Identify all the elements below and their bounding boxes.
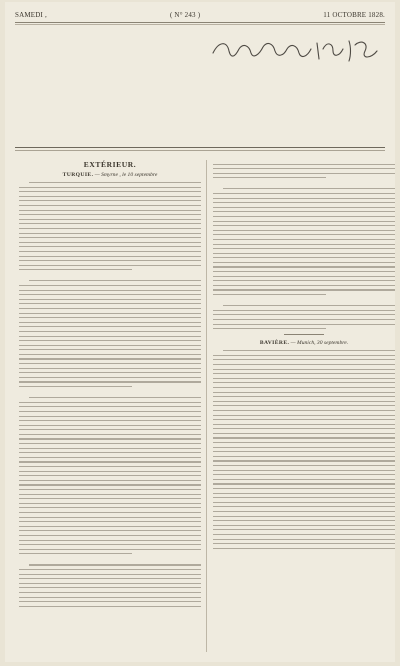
- article-continuation: [213, 164, 395, 330]
- article-body-baviere: [213, 350, 395, 549]
- right-column: [213, 160, 395, 552]
- left-column: [19, 160, 201, 610]
- issue-date: 11 OCTOBRE 1828.: [323, 11, 385, 19]
- column-divider: [206, 160, 207, 652]
- newspaper-page: [5, 2, 395, 662]
- section-rule-secondary: [15, 150, 385, 151]
- section-title: EXTÉRIEUR.: [83, 160, 137, 169]
- header-rule: [15, 24, 385, 25]
- article-body: [19, 182, 201, 607]
- issue-number: ( N° 243 ): [169, 11, 201, 19]
- dateline-turquie: [19, 172, 201, 178]
- handwritten-annotation: [205, 35, 385, 65]
- masthead-strip: [15, 8, 385, 23]
- dateline-baviere: [213, 340, 395, 346]
- article-separator: [284, 334, 324, 335]
- dateline-country: TURQUIE.: [62, 172, 94, 178]
- dateline-detail: — Smyrne , le 10 septembre: [94, 172, 158, 178]
- dateline-detail-baviere: — Munich, 30 septembre.: [290, 340, 349, 347]
- dateline-country-baviere: BAVIÈRE.: [259, 340, 290, 347]
- issue-day: SAMEDI ,: [15, 11, 47, 19]
- handwriting-signature: [205, 35, 385, 65]
- section-rule: [15, 147, 385, 148]
